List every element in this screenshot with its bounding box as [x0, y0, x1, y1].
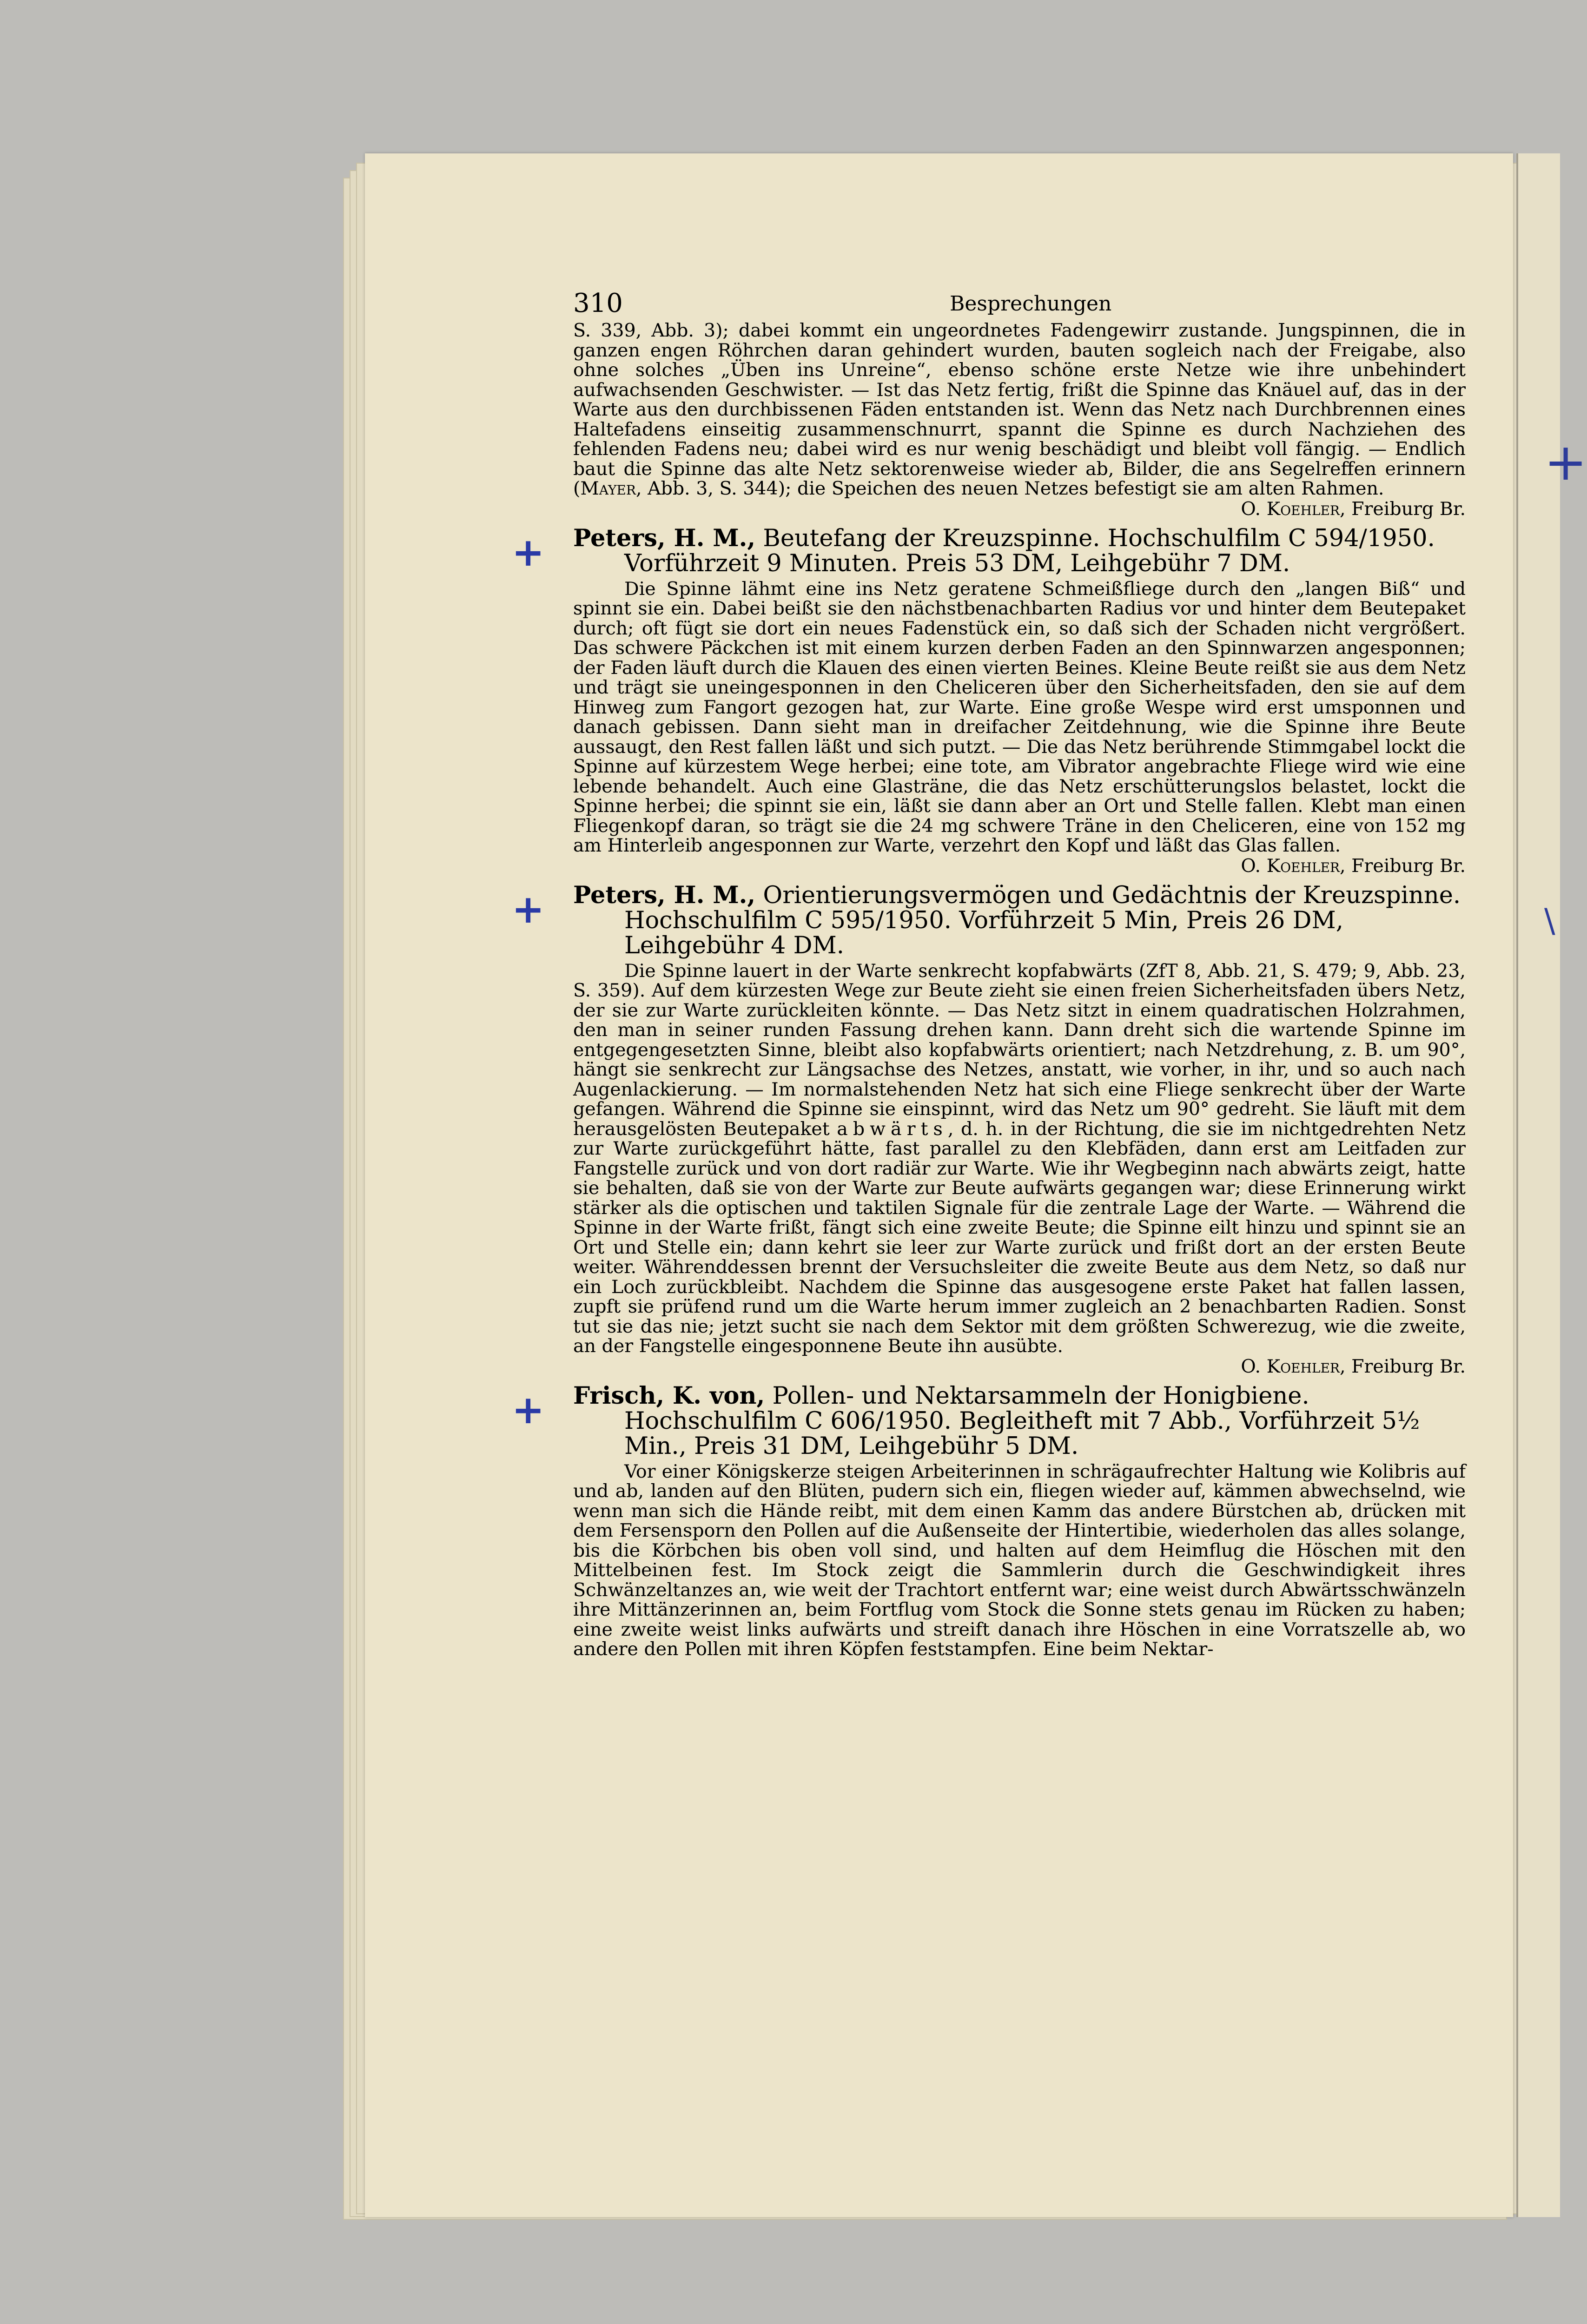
review-entry	[512, 881, 1466, 1377]
entry-body: Die Spinne lauert in der Warte senkrecht kopfabwärts (ZfT 8, Abb. 21, S. 479; 9, Abb. 23, S. 359). Auf dem kürzesten Wege zur Beute zieht sie einen freien Sicherheitsfaden übers Netz, der sie zur Warte zurückleiten könnte. — Das Netz sitzt in einem quadratischen Holzrahmen, den man in seiner runden Fassung drehen kann. Dann dreht sich die wartende Spinne im entgegengesetzten Sinne, bleibt also kopfabwärts orientiert; nach Netzdrehung, z. B. um 90°, hängt sie senkrecht zur Längsachse des Netzes, anstatt, wie vorher, in ihr, und so auch nach Augenlackierung. — Im normalstehenden Netz hat sich eine Fliege senkrecht über der Warte gefangen. Während die Spinne sie einspinnt, wird das Netz um 90° gedreht. Sie läuft mit dem herausgelösten Beutepaket abwärts, d. h. in der Richtung, die sie im nichtgedrehten Netz zur Warte zurückgeführt hätte, fast parallel zu den Klebfäden, dann erst am Leitfaden zur Fangstelle zurück und von dort radiär zur Warte. Wie ihr Wegbeginn nach abwärts zeigt, hatte sie behalten, daß sie von der Warte zur Beute aufwärts gegangen war; diese Erinnerung wirkt stärker als die optischen und taktilen Signale für die zentrale Lage der Warte. — Während die Spinne in der Warte frißt, fängt sich eine zweite Beute; die Spinne eilt hinzu und spinnt sie an Ort und Stelle ein; dann kehrt sie leer zur Warte zurück und frißt dort an der ersten Beute weiter. Währenddessen brennt der Versuchsleiter die zweite Beute aus dem Netz, so daß nur ein Loch zurückbleibt. Nachdem die Spinne das ausgesogene erste Paket hat fallen lassen, zupft sie prüfend rund um die Warte herum immer zugleich an 2 benachbarten Radien. Sonst tut sie das nie; jetzt sucht sie nach dem Sektor mit dem größten Schwerezug, wie die zweite, an der Fangstelle eingesponnene Beute ihn ausübte.	[573, 960, 1466, 1357]
margin-mark: \	[1544, 902, 1555, 940]
entry-body: Die Spinne lähmt eine ins Netz geratene Schmeißfliege durch den „langen Biß“ und spinnt sie ein. Dabei beißt sie den nächstbenachbarten Radius vor und hinter dem Beutepaket durch; oft fügt sie dort ein neues Fadenstück ein, so daß sich der Schaden nicht vergrößert. Das schwere Päckchen ist mit einem kurzen derben Faden an den Spinnwarzen angesponnen; der Faden läuft durch die Klauen des einen vierten Beines. Kleine Beute reißt sie aus dem Netz und trägt sie uneingesponnen in den Cheliceren über den Sicherheitsfaden, den sie auf dem Hinweg zum Fangort gezogen hat, zur Warte. Eine große Wespe wird erst umsponnen und danach gebissen. Dann sieht man in dreifacher Zeitdehnung, wie die Spinne ihre Beute aussaugt, den Rest fallen läßt und sich putzt. — Die das Netz berührende Stimmgabel lockt die Spinne auf kürzestem Wege herbei; eine tote, am Vibrator angebrachte Fliege wird wie eine lebende behandelt. Auch eine Glasträne, die das Netz erschütterungslos belastet, lockt die Spinne herbei; die spinnt sie ein, läßt sie dann aber an Ort und Stelle fallen. Klebt man einen Fliegenkopf daran, so trägt sie die 24 mg schwere Träne in den Cheliceren, eine von 152 mg am Hinterleib angesponnen zur Warte, verzehrt den Kopf und läßt das Glas fallen.	[573, 578, 1466, 856]
page-number: 310	[573, 288, 623, 318]
margin-mark: +	[1544, 432, 1587, 492]
continuation-section	[573, 321, 1466, 519]
page-content	[512, 288, 1466, 1660]
entry-title: Beutefang der Kreuzspinne. Hochschulfilm C 594/1950. Vorführzeit 9 Minuten. Preis 53 DM, Leihgebühr 7 DM.	[624, 524, 1435, 577]
entry-heading	[573, 883, 1466, 958]
handwritten-cross-mark: +	[512, 529, 545, 575]
reviewer-signature: O. Koehler, Freiburg Br.	[1241, 855, 1466, 877]
reviewer-signature: O. Koehler, Freiburg Br.	[1241, 1355, 1466, 1377]
handwritten-cross-mark: +	[512, 1386, 545, 1433]
entry-author: Peters, H. M.,	[573, 881, 756, 909]
entry-title: Orientierungsvermögen und Gedächtnis der Kreuzspinne. Hochschulfilm C 595/1950. Vorführzeit 5 Min, Preis 26 DM, Leihgebühr 4 DM.	[624, 881, 1461, 959]
entry-heading	[573, 1383, 1466, 1459]
entry-author: Peters, H. M.,	[573, 524, 756, 552]
handwritten-cross-mark: +	[512, 886, 545, 932]
review-entry	[512, 1381, 1466, 1660]
page-header	[573, 288, 1466, 321]
review-entry	[512, 524, 1466, 877]
entry-body: Vor einer Königskerze steigen Arbeiterinnen in schrägaufrechter Haltung wie Kolibris auf und ab, landen auf den Blüten, pudern sich ein, fliegen wieder auf, kämmen abwechselnd, wie wenn man sich die Hände reibt, mit dem einen Kamm das andere Bürstchen ab, drücken mit dem Fersensporn den Pollen auf die Außenseite der Hintertibie, wiederholen das alles solange, bis die Körbchen bis oben voll sind, und halten auf dem Heimflug die Höschen mit den Mittelbeinen fest. Im Stock zeigt die Sammlerin durch die Geschwindigkeit ihres Schwänzeltanzes an, wie weit der Trachtort entfernt war; eine weist durch Abwärtsschwänzeln ihre Mittänzerinnen an, beim Fortflug vom Stock die Sonne stets genau im Rücken zu haben; eine zweite weist links aufwärts und streift danach ihre Höschen in eine Vorratszelle ab, wo andere den Pollen mit ihren Köpfen feststampfen. Eine beim Nektar-	[573, 1460, 1466, 1660]
reviewer-signature: O. Koehler, Freiburg Br.	[1241, 498, 1466, 520]
entry-author: Frisch, K. von,	[573, 1381, 765, 1410]
entry-title: Pollen- und Nektarsammeln der Honigbiene. Hochschulfilm C 606/1950. Begleitheft mit 7 Abb., Vorführzeit 5½ Min., Preis 31 DM, Leihgebühr 5 DM.	[624, 1382, 1420, 1460]
running-head: Besprechungen	[950, 292, 1112, 316]
continuation-paragraph: S. 339, Abb. 3); dabei kommt ein ungeordnetes Fadengewirr zustande. Jungspinnen, die in ganzen engen Röhrchen daran gehindert wurden, bauten sogleich nach der Freigabe, also ohne solches „Üben ins Unreine“, ebenso schöne erste Netze wie ihre unbehindert aufwachsenden Geschwister. — Ist das Netz fertig, frißt die Spinne das Knäuel auf, das in der Warte aus den durchbissenen Fäden entstanden ist. Wenn das Netz nach Durchbrennen eines Haltefadens einseitig zusammenschnurrt, spannt die Spinne es durch Nachziehen des fehlenden Fadens neu; dabei wird es nur wenig beschädigt und bleibt voll fängig. — Endlich baut die Spinne das alte Netz sektorenweise wieder ab, Bilder, die ans Segelreffen erinnern (Mayer, Abb. 3, S. 344); die Speichen des neuen Netzes befestigt sie am alten Rahmen.	[573, 320, 1466, 499]
entry-heading	[573, 526, 1466, 576]
